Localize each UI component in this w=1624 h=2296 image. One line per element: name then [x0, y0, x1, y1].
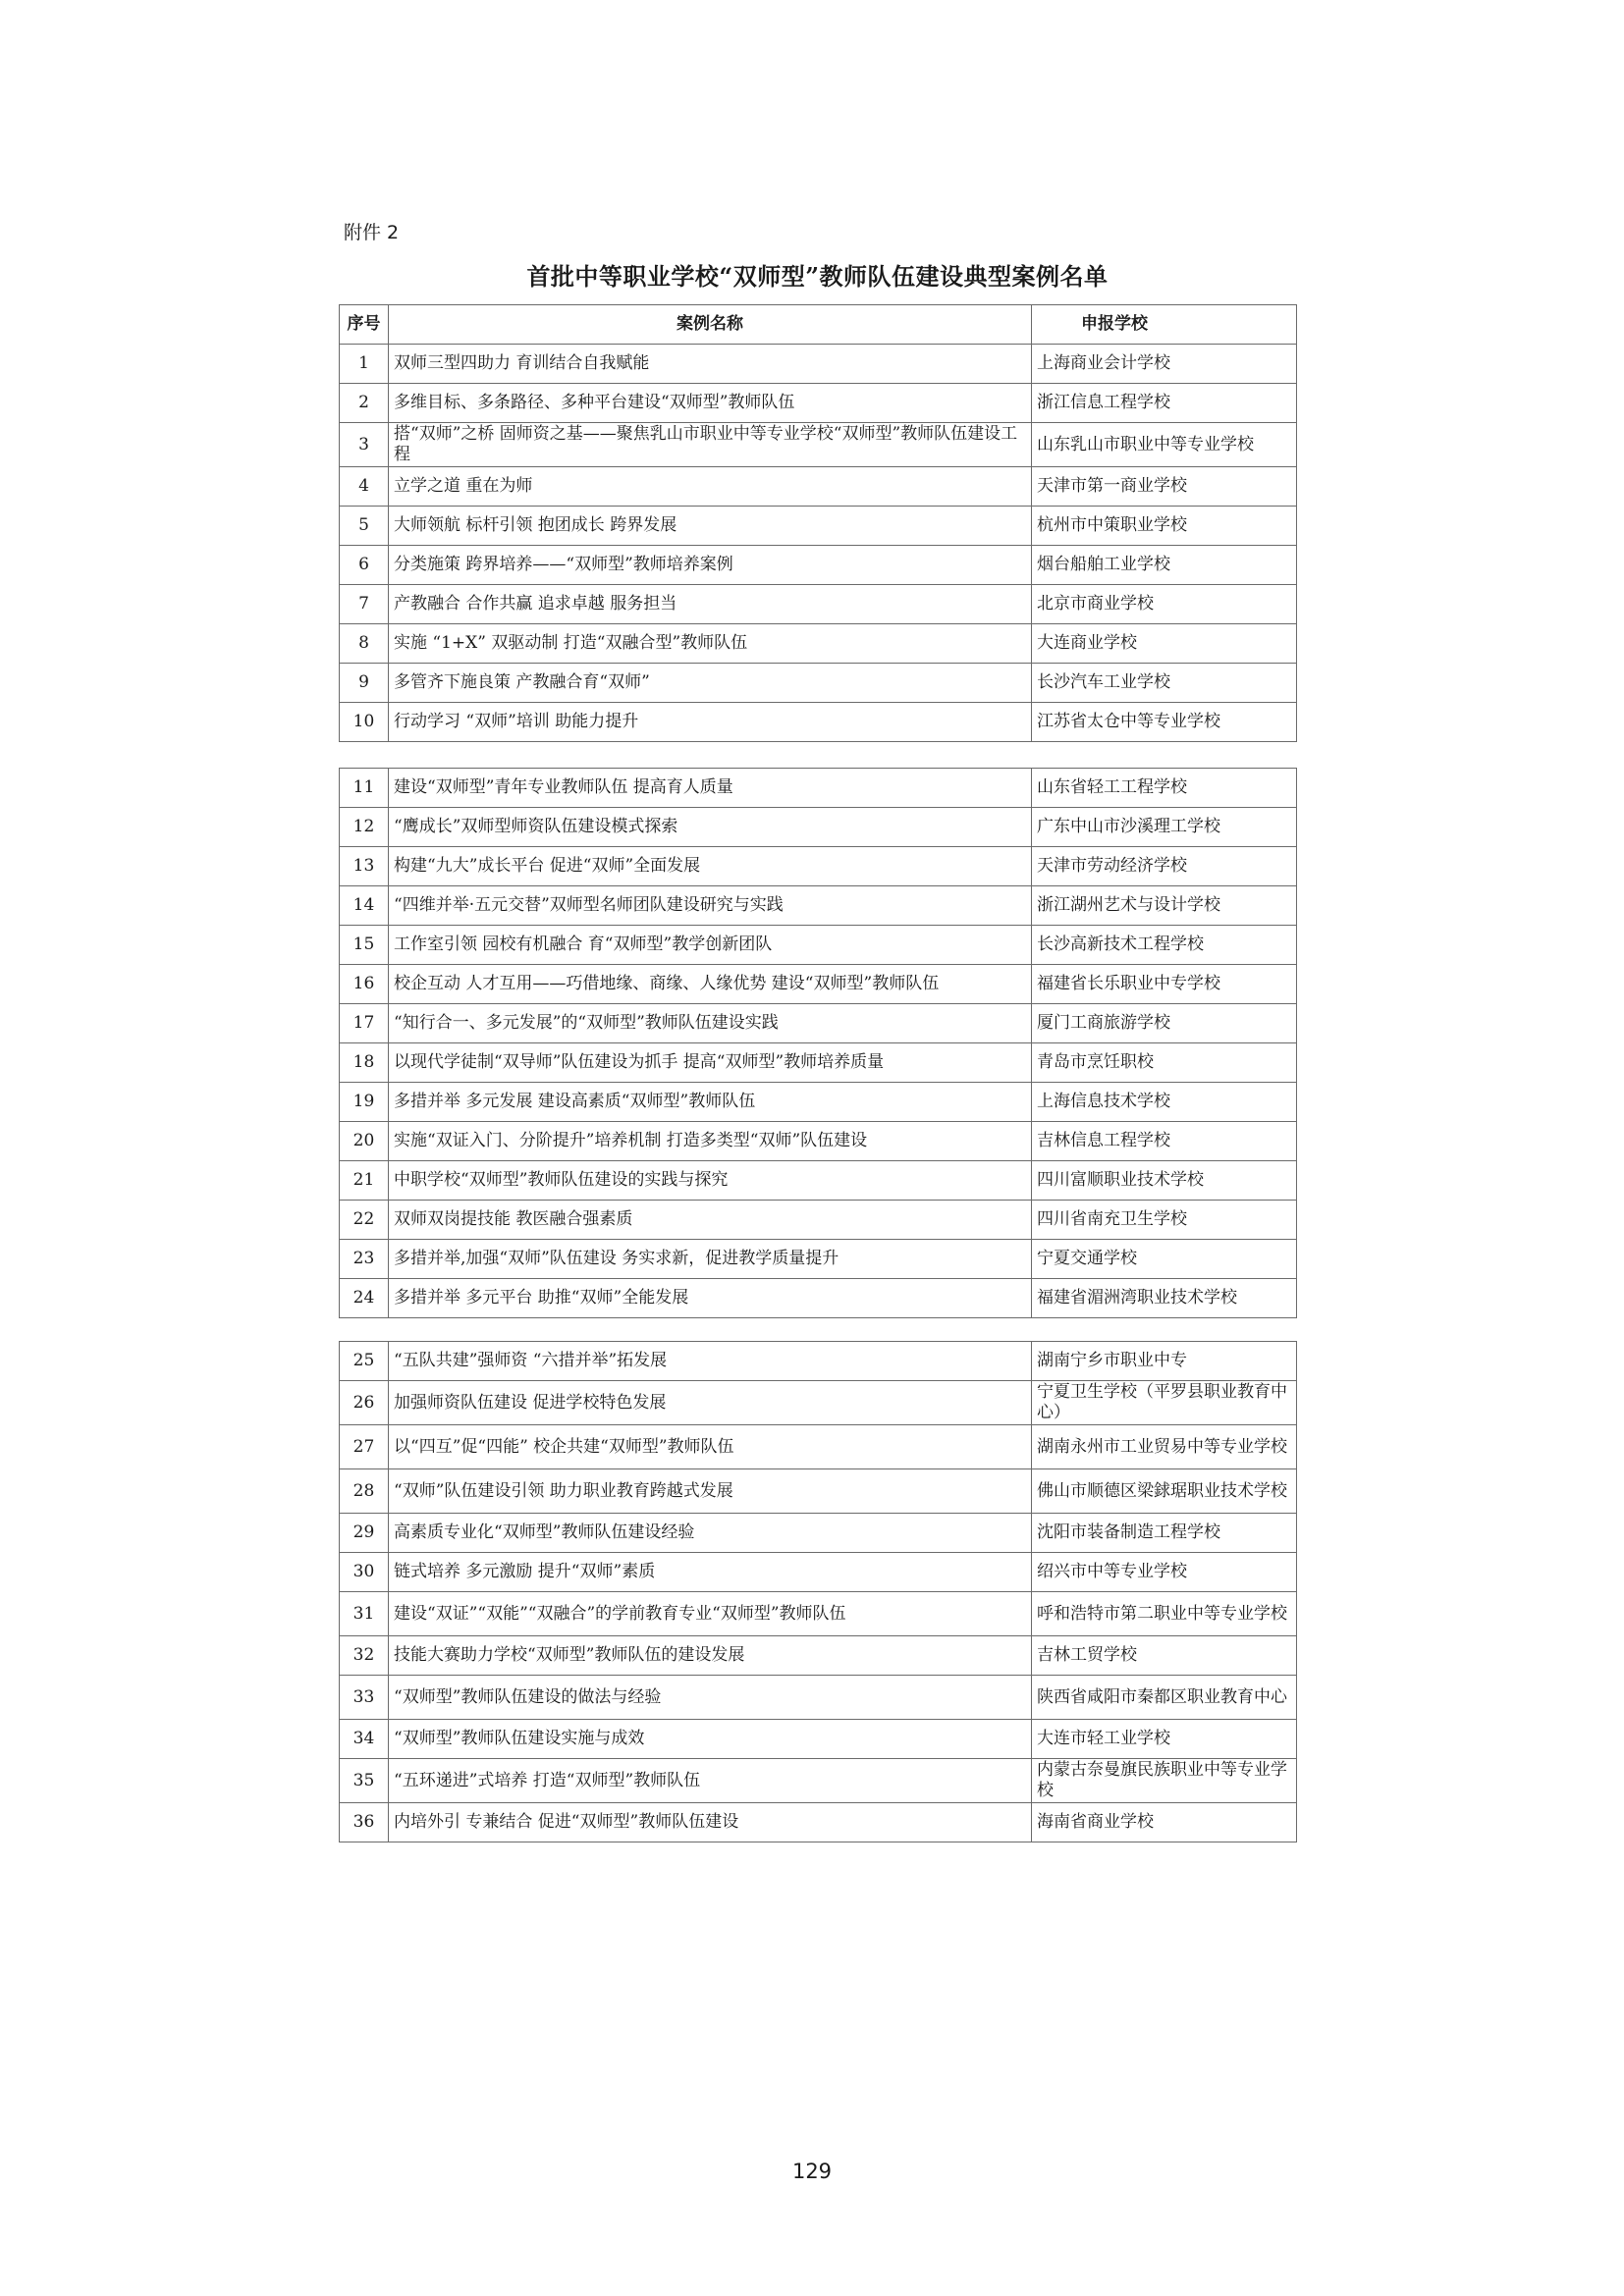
school-name: 湖南永州市工业贸易中等专业学校: [1032, 1425, 1297, 1469]
table-row: [340, 1803, 1297, 1842]
header-school: 申报学校: [1032, 305, 1297, 345]
table-row: [340, 1279, 1297, 1318]
school-name: 天津市第一商业学校: [1032, 467, 1297, 507]
school-name: 大连商业学校: [1032, 624, 1297, 664]
table-row: [340, 546, 1297, 585]
row-number: 21: [340, 1161, 389, 1201]
school-name: 福建省湄洲湾职业技术学校: [1032, 1279, 1297, 1318]
table-row: [340, 1636, 1297, 1676]
case-name: “五环递进”式培养 打造“双师型”教师队伍: [389, 1759, 1032, 1803]
row-number: 26: [340, 1381, 389, 1425]
school-name: 北京市商业学校: [1032, 585, 1297, 624]
table-row: [340, 1592, 1297, 1636]
row-number: 6: [340, 546, 389, 585]
row-number: 15: [340, 926, 389, 965]
row-number: 24: [340, 1279, 389, 1318]
row-number: 32: [340, 1636, 389, 1676]
school-name: 呼和浩特市第二职业中等专业学校: [1032, 1592, 1297, 1636]
case-name: 以现代学徒制“双导师”队伍建设为抓手 提高“双师型”教师培养质量: [389, 1043, 1032, 1083]
table-row: [340, 1161, 1297, 1201]
case-name: “知行合一、多元发展”的“双师型”教师队伍建设实践: [389, 1004, 1032, 1043]
case-name: 高素质专业化“双师型”教师队伍建设经验: [389, 1514, 1032, 1553]
table-row: [340, 467, 1297, 507]
row-number: 33: [340, 1676, 389, 1720]
school-name: 江苏省太仓中等专业学校: [1032, 703, 1297, 742]
row-number: 13: [340, 847, 389, 886]
school-name: 湖南宁乡市职业中专: [1032, 1342, 1297, 1381]
row-number: 12: [340, 808, 389, 847]
table-row: [340, 1469, 1297, 1514]
case-name: 链式培养 多元激励 提升“双师”素质: [389, 1553, 1032, 1592]
row-number: 23: [340, 1240, 389, 1279]
row-number: 35: [340, 1759, 389, 1803]
school-name: 佛山市顺德区梁銶琚职业技术学校: [1032, 1469, 1297, 1514]
school-name: 烟台船舶工业学校: [1032, 546, 1297, 585]
row-number: 30: [340, 1553, 389, 1592]
school-name: 杭州市中策职业学校: [1032, 507, 1297, 546]
table-row: [340, 585, 1297, 624]
case-name: 建设“双师型”青年专业教师队伍 提高育人质量: [389, 769, 1032, 808]
school-name: 吉林信息工程学校: [1032, 1122, 1297, 1161]
school-name: 浙江信息工程学校: [1032, 384, 1297, 423]
school-name: 大连市轻工业学校: [1032, 1720, 1297, 1759]
attachment-label: 附件 2: [344, 222, 400, 243]
page-number: 129: [791, 2160, 833, 2183]
row-number: 14: [340, 886, 389, 926]
table-row: [340, 1083, 1297, 1122]
case-name: 技能大赛助力学校“双师型”教师队伍的建设发展: [389, 1636, 1032, 1676]
case-name: 校企互动 人才互用——巧借地缘、商缘、人缘优势 建设“双师型”教师队伍: [389, 965, 1032, 1004]
case-name: “双师型”教师队伍建设实施与成效: [389, 1720, 1032, 1759]
case-name: 内培外引 专兼结合 促进“双师型”教师队伍建设: [389, 1803, 1032, 1842]
row-number: 20: [340, 1122, 389, 1161]
school-name: 四川富顺职业技术学校: [1032, 1161, 1297, 1201]
case-name: 多措并举 多元平台 助推“双师”全能发展: [389, 1279, 1032, 1318]
school-name: 陕西省咸阳市秦都区职业教育中心: [1032, 1676, 1297, 1720]
school-name: 青岛市烹饪职校: [1032, 1043, 1297, 1083]
table-row: [340, 703, 1297, 742]
case-name: “四维并举·五元交替”双师型名师团队建设研究与实践: [389, 886, 1032, 926]
table-row: [340, 1201, 1297, 1240]
row-number: 34: [340, 1720, 389, 1759]
table-row: [340, 1425, 1297, 1469]
case-name: 分类施策 跨界培养——“双师型”教师培养案例: [389, 546, 1032, 585]
case-name: 实施 “1+X” 双驱动制 打造“双融合型”教师队伍: [389, 624, 1032, 664]
case-name: 行动学习 “双师”培训 助能力提升: [389, 703, 1032, 742]
school-name: 长沙汽车工业学校: [1032, 664, 1297, 703]
table-row: [340, 965, 1297, 1004]
case-name: 中职学校“双师型”教师队伍建设的实践与探究: [389, 1161, 1032, 1201]
table-row: [340, 507, 1297, 546]
table-row: [340, 624, 1297, 664]
row-number: 31: [340, 1592, 389, 1636]
table-row: [340, 1381, 1297, 1425]
case-name: 双师三型四助力 育训结合自我赋能: [389, 345, 1032, 384]
school-name: 四川省南充卫生学校: [1032, 1201, 1297, 1240]
row-number: 5: [340, 507, 389, 546]
school-name: 浙江湖州艺术与设计学校: [1032, 886, 1297, 926]
table-row: [340, 808, 1297, 847]
school-name: 宁夏卫生学校（平罗县职业教育中心）: [1032, 1381, 1297, 1425]
header-case-name: 案例名称: [389, 305, 1032, 345]
case-name: 大师领航 标杆引领 抱团成长 跨界发展: [389, 507, 1032, 546]
case-name: 搭“双师”之桥 固师资之基——聚焦乳山市职业中等专业学校“双师型”教师队伍建设工程: [389, 423, 1032, 467]
case-name: 多维目标、多条路径、多种平台建设“双师型”教师队伍: [389, 384, 1032, 423]
table-header-row: [340, 305, 1297, 345]
table-row: [340, 664, 1297, 703]
row-number: 22: [340, 1201, 389, 1240]
table-row: [340, 886, 1297, 926]
case-name: 以“四互”促“四能” 校企共建“双师型”教师队伍: [389, 1425, 1032, 1469]
school-name: 厦门工商旅游学校: [1032, 1004, 1297, 1043]
table-row: [340, 1122, 1297, 1161]
school-name: 福建省长乐职业中专学校: [1032, 965, 1297, 1004]
school-name: 沈阳市装备制造工程学校: [1032, 1514, 1297, 1553]
page-title: 首批中等职业学校“双师型”教师队伍建设典型案例名单: [526, 262, 1109, 291]
school-name: 广东中山市沙溪理工学校: [1032, 808, 1297, 847]
table-row: [340, 384, 1297, 423]
case-name: 加强师资队伍建设 促进学校特色发展: [389, 1381, 1032, 1425]
row-number: 27: [340, 1425, 389, 1469]
row-number: 9: [340, 664, 389, 703]
case-name: “双师”队伍建设引领 助力职业教育跨越式发展: [389, 1469, 1032, 1514]
case-name: 多措并举,加强“双师”队伍建设 务实求新，促进教学质量提升: [389, 1240, 1032, 1279]
row-number: 4: [340, 467, 389, 507]
school-name: 上海信息技术学校: [1032, 1083, 1297, 1122]
school-name: 天津市劳动经济学校: [1032, 847, 1297, 886]
case-name: 工作室引领 园校有机融合 育“双师型”教学创新团队: [389, 926, 1032, 965]
school-name: 长沙高新技术工程学校: [1032, 926, 1297, 965]
table-row: [340, 1043, 1297, 1083]
case-name: 产教融合 合作共赢 追求卓越 服务担当: [389, 585, 1032, 624]
school-name: 海南省商业学校: [1032, 1803, 1297, 1842]
case-name: “鹰成长”双师型师资队伍建设模式探索: [389, 808, 1032, 847]
table-row: [340, 423, 1297, 467]
row-number: 3: [340, 423, 389, 467]
case-name: “双师型”教师队伍建设的做法与经验: [389, 1676, 1032, 1720]
case-name: 构建“九大”成长平台 促进“双师”全面发展: [389, 847, 1032, 886]
row-number: 2: [340, 384, 389, 423]
school-name: 山东乳山市职业中等专业学校: [1032, 423, 1297, 467]
table-row: [340, 1553, 1297, 1592]
table-row: [340, 1514, 1297, 1553]
table-row: [340, 1004, 1297, 1043]
case-table-part-2: [339, 768, 1297, 1318]
row-number: 10: [340, 703, 389, 742]
row-number: 18: [340, 1043, 389, 1083]
case-table-part-1: [339, 304, 1297, 742]
row-number: 29: [340, 1514, 389, 1553]
school-name: 内蒙古奈曼旗民族职业中等专业学校: [1032, 1759, 1297, 1803]
row-number: 17: [340, 1004, 389, 1043]
case-name: 多管齐下施良策 产教融合育“双师”: [389, 664, 1032, 703]
table-row: [340, 1240, 1297, 1279]
table-row: [340, 847, 1297, 886]
row-number: 7: [340, 585, 389, 624]
case-name: 双师双岗提技能 教医融合强素质: [389, 1201, 1032, 1240]
school-name: 宁夏交通学校: [1032, 1240, 1297, 1279]
table-row: [340, 769, 1297, 808]
case-name: 多措并举 多元发展 建设高素质“双师型”教师队伍: [389, 1083, 1032, 1122]
row-number: 28: [340, 1469, 389, 1514]
school-name: 吉林工贸学校: [1032, 1636, 1297, 1676]
school-name: 上海商业会计学校: [1032, 345, 1297, 384]
row-number: 1: [340, 345, 389, 384]
table-row: [340, 1759, 1297, 1803]
school-name: 山东省轻工工程学校: [1032, 769, 1297, 808]
case-name: “五队共建”强师资 “六措并举”拓发展: [389, 1342, 1032, 1381]
row-number: 11: [340, 769, 389, 808]
row-number: 25: [340, 1342, 389, 1381]
row-number: 16: [340, 965, 389, 1004]
table-row: [340, 926, 1297, 965]
case-name: 建设“双证”“双能”“双融合”的学前教育专业“双师型”教师队伍: [389, 1592, 1032, 1636]
table-row: [340, 345, 1297, 384]
table-row: [340, 1342, 1297, 1381]
header-no: 序号: [340, 305, 389, 345]
school-name: 绍兴市中等专业学校: [1032, 1553, 1297, 1592]
table-row: [340, 1676, 1297, 1720]
case-name: 立学之道 重在为师: [389, 467, 1032, 507]
row-number: 8: [340, 624, 389, 664]
case-name: 实施“双证入门、分阶提升”培养机制 打造多类型“双师”队伍建设: [389, 1122, 1032, 1161]
row-number: 36: [340, 1803, 389, 1842]
row-number: 19: [340, 1083, 389, 1122]
case-table-part-3: [339, 1341, 1297, 1842]
table-row: [340, 1720, 1297, 1759]
